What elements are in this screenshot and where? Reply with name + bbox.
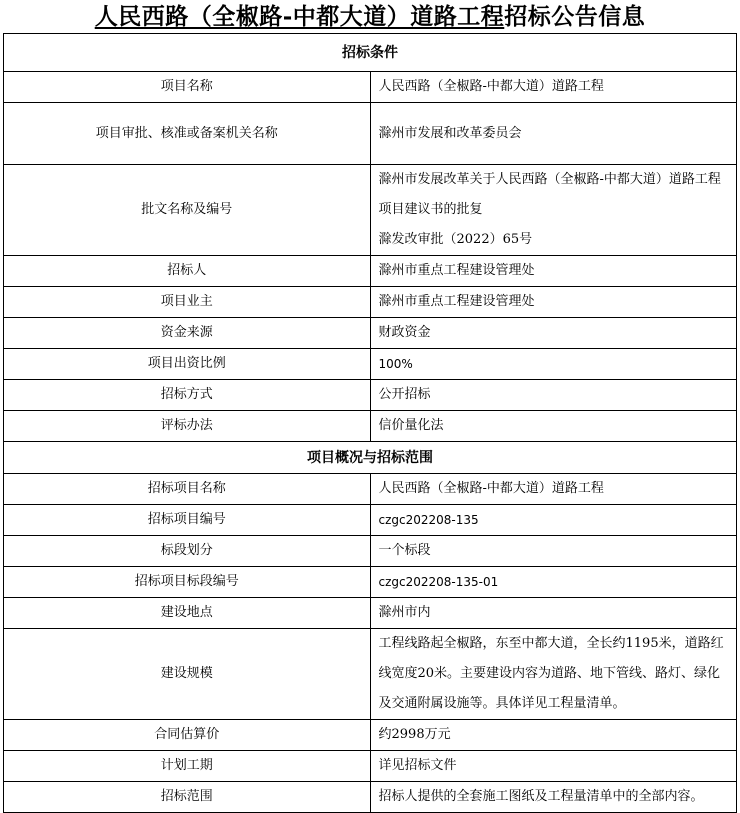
table-row [4,720,737,751]
section-project-overview: 项目概况与招标范围 [4,442,737,474]
table-row [4,536,737,567]
row-label: 建设规模 [4,629,371,720]
row-value: 约2998万元 [370,720,737,751]
row-label: 标段划分 [4,536,371,567]
row-value: 滁州市重点工程建设管理处 [370,287,737,318]
section-header-row [4,442,737,474]
row-value [370,165,737,256]
row-label: 招标范围 [4,782,371,813]
row-label: 建设地点 [4,598,371,629]
table-row [4,256,737,287]
table-row [4,349,737,380]
tender-info-table [3,33,737,813]
row-label: 合同估算价 [4,720,371,751]
row-label: 资金来源 [4,318,371,349]
row-label: 招标项目名称 [4,474,371,505]
row-value: 100% [370,349,737,380]
row-value: 滁州市重点工程建设管理处 [370,256,737,287]
row-label: 招标方式 [4,380,371,411]
title-suffix: 招标公告信息 [504,3,646,30]
page-title [0,0,740,33]
table-row [4,103,737,165]
table-row [4,411,737,442]
row-value: 信价量化法 [370,411,737,442]
row-value: 一个标段 [370,536,737,567]
row-label: 项目名称 [4,72,371,103]
table-row [4,505,737,536]
row-label: 招标项目标段编号 [4,567,371,598]
row-value: czgc202208-135-01 [370,567,737,598]
row-label: 项目审批、核准或备案机关名称 [4,103,371,165]
row-value: 公开招标 [370,380,737,411]
row-value: 人民西路（全椒路-中都大道）道路工程 [370,474,737,505]
approval-doc-name: 滁州市发展改革关于人民西路（全椒路-中都大道）道路工程项目建议书的批复 [378,172,721,217]
row-label: 招标人 [4,256,371,287]
row-label: 计划工期 [4,751,371,782]
table-row [4,751,737,782]
title-project-name: 人民西路（全椒路-中都大道）道路工程 [94,3,505,30]
section-tender-conditions: 招标条件 [4,34,737,72]
row-label: 评标办法 [4,411,371,442]
table-row [4,72,737,103]
table-row [4,567,737,598]
row-value: 滁州市内 [370,598,737,629]
table-row [4,318,737,349]
table-row [4,474,737,505]
table-row [4,782,737,813]
table-row [4,380,737,411]
row-value: 人民西路（全椒路-中都大道）道路工程 [370,72,737,103]
row-value: czgc202208-135 [370,505,737,536]
table-row [4,598,737,629]
table-row [4,165,737,256]
row-value: 招标人提供的全套施工图纸及工程量清单中的全部内容。 [370,782,737,813]
row-value: 工程线路起全椒路，东至中都大道，全长约1195米，道路红线宽度20米。主要建设内容为道路、地下管线、路灯、绿化及交通附属设施等。具体详见工程量清单。 [370,629,737,720]
row-value: 详见招标文件 [370,751,737,782]
row-value: 财政资金 [370,318,737,349]
row-label: 项目业主 [4,287,371,318]
row-label: 批文名称及编号 [4,165,371,256]
table-row [4,287,737,318]
section-header-row [4,34,737,72]
row-label: 项目出资比例 [4,349,371,380]
row-label: 招标项目编号 [4,505,371,536]
table-row [4,629,737,720]
row-value: 滁州市发展和改革委员会 [370,103,737,165]
approval-doc-number: 滁发改审批（2022）65号 [378,232,533,247]
